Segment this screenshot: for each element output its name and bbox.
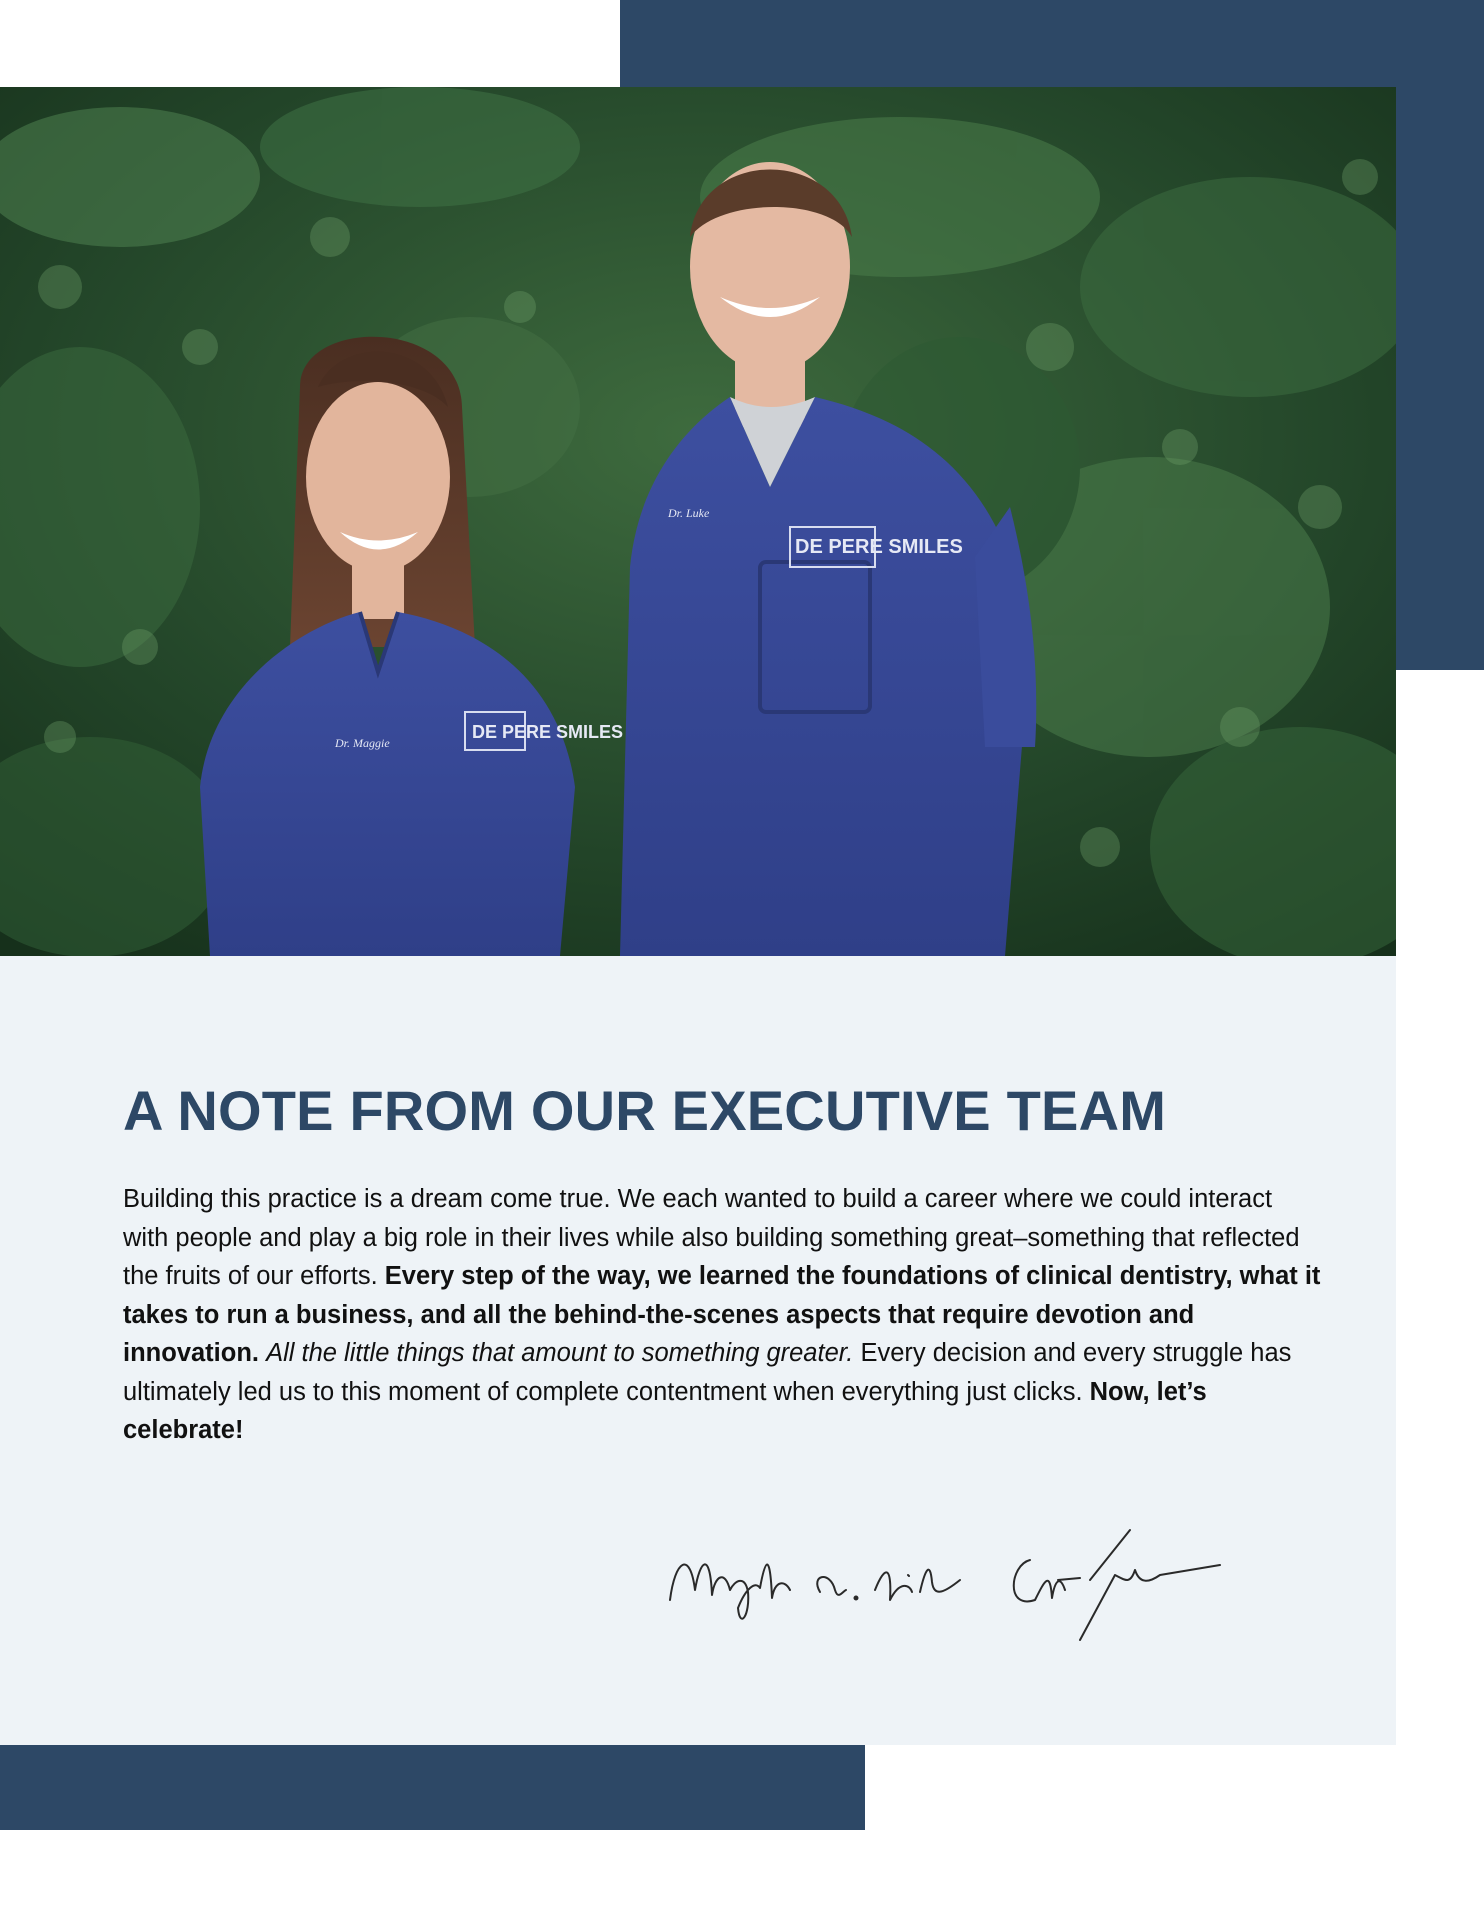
note-text-celebrate: Now, let’s celebrate! [123, 1377, 1207, 1444]
team-photo [0, 87, 1396, 956]
name-tag-left: Dr. Maggie [335, 736, 390, 750]
accent-block-bottom [0, 1745, 865, 1830]
note-text-bold: Every step of the way, we learned the foundations of clinical dentistry, what it takes to run a business, and all the behind-the-scenes aspects that require devotion and innovation. [123, 1262, 1321, 1367]
scrub-logo-left: DE PERE SMILES [472, 722, 624, 742]
signatures [660, 1520, 1280, 1650]
note-paragraph [123, 1180, 1323, 1450]
signature-1 [670, 1564, 960, 1618]
scrub-logo-right: DE PERE SMILES [795, 536, 963, 558]
note-text-closing: Every decision and every struggle has ultimately led us to this moment of complete contentment when everything just clicks. [123, 1339, 1292, 1406]
page-title: A NOTE FROM OUR EXECUTIVE TEAM [123, 1079, 1167, 1142]
note-text-italic: All the little things that amount to something greater. [266, 1339, 854, 1367]
note-text-intro: Building this practice is a dream come true. We each wanted to build a career where we could interact with people and play a big role in their lives while also building something great–something that reflected the fruits of our efforts. [123, 1185, 1300, 1290]
signature-2 [1014, 1530, 1220, 1640]
name-tag-right: Dr. Luke [668, 506, 710, 520]
